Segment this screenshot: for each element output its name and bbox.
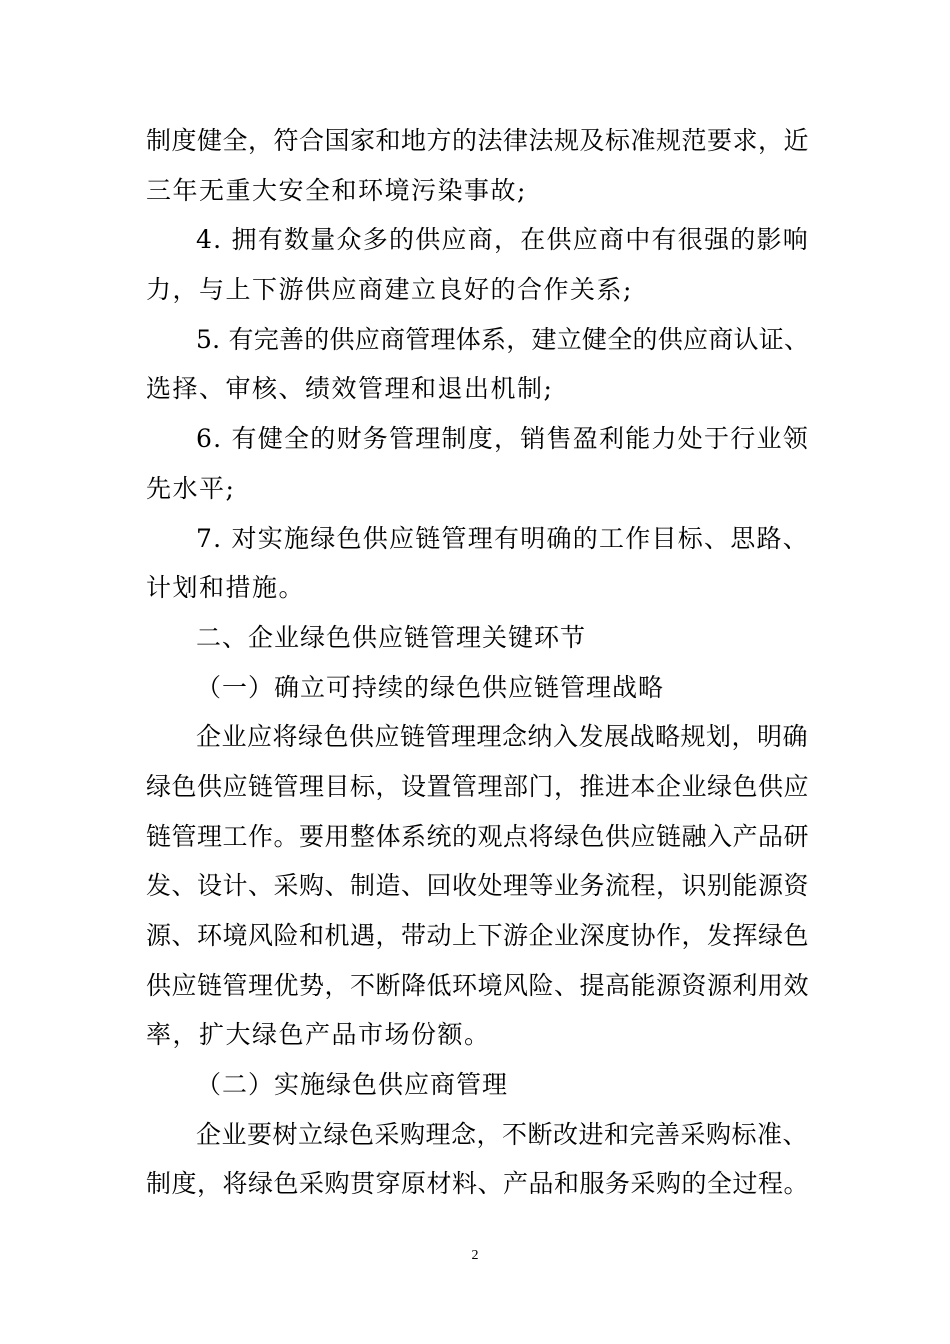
text-line: 供应链管理优势，不断降低环境风险、提高能源资源利用效 <box>146 970 810 1000</box>
text-line: 制度健全，符合国家和地方的法律法规及标准规范要求，近 <box>146 126 810 155</box>
page-number: 2 <box>471 1248 479 1263</box>
text-line: 率，扩大绿色产品市场份额。 <box>146 1020 491 1050</box>
section-heading: 二、企业绿色供应链管理关键环节 <box>196 622 587 652</box>
document-body <box>146 116 810 1209</box>
text-line: 力，与上下游供应商建立良好的合作关系; <box>146 275 633 305</box>
text-line: 先水平; <box>146 473 236 503</box>
text-line: 链管理工作。要用整体系统的观点将绿色供应链融入产品研 <box>146 821 810 851</box>
text-line: 选择、审核、绩效管理和退出机制; <box>146 374 554 404</box>
text-line: 4. 拥有数量众多的供应商，在供应商中有很强的影响 <box>196 225 810 255</box>
text-line: 源、环境风险和机遇，带动上下游企业深度协作，发挥绿色 <box>146 921 810 950</box>
text-line: 6. 有健全的财务管理制度，销售盈利能力处于行业领 <box>196 424 810 454</box>
text-line: 5. 有完善的供应商管理体系，建立健全的供应商认证、 <box>196 324 810 354</box>
text-line: 企业应将绿色供应链管理理念纳入发展战略规划，明确 <box>196 722 809 752</box>
text-line: 三年无重大安全和环境污染事故; <box>146 175 527 205</box>
text-line: 制度，将绿色采购贯穿原材料、产品和服务采购的全过程。 <box>146 1169 810 1199</box>
text-line: 绿色供应链管理目标，设置管理部门，推进本企业绿色供应 <box>146 771 810 801</box>
subsection-heading: （二）实施绿色供应商管理 <box>196 1070 509 1100</box>
text-line: 发、设计、采购、制造、回收处理等业务流程，识别能源资 <box>146 871 810 901</box>
text-line: 7. 对实施绿色供应链管理有明确的工作目标、思路、 <box>196 523 810 553</box>
text-line: 企业要树立绿色采购理念，不断改进和完善采购标准、 <box>196 1119 809 1149</box>
subsection-heading: （一）确立可持续的绿色供应链管理战略 <box>196 672 665 702</box>
text-line: 计划和措施。 <box>146 573 306 603</box>
